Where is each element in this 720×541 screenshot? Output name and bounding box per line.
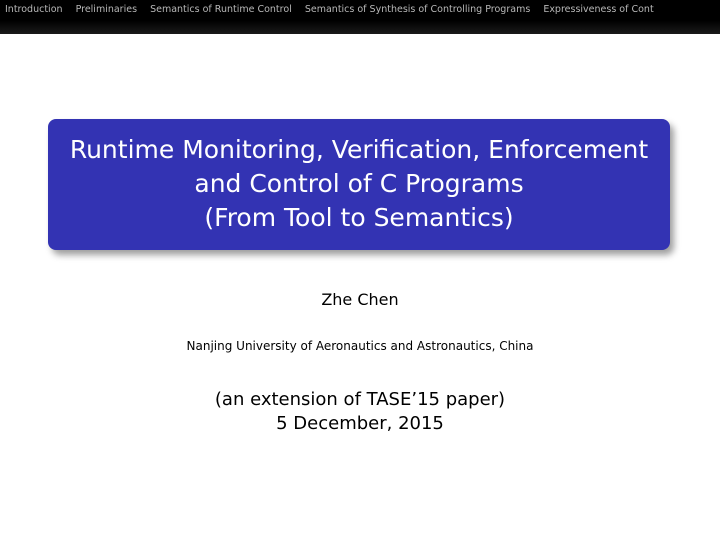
institute: Nanjing University of Aeronautics and Astronautics, China <box>186 339 534 353</box>
title-line-3: (From Tool to Semantics) <box>204 203 514 232</box>
nav-items <box>5 4 664 15</box>
note-block <box>0 388 720 436</box>
title-line-2: and Control of C Programs <box>194 169 524 198</box>
nav-item-preliminaries[interactable]: Preliminaries <box>75 4 138 15</box>
nav-item-semantics-runtime-control[interactable]: Semantics of Runtime Control <box>150 4 292 15</box>
date: 5 December, 2015 <box>276 413 444 434</box>
nav-item-semantics-synthesis[interactable]: Semantics of Synthesis of Controlling Programs <box>304 4 531 15</box>
nav-item-introduction[interactable]: Introduction <box>5 4 63 15</box>
title-box <box>48 119 670 250</box>
presentation-title <box>48 133 670 235</box>
title-line-1: Runtime Monitoring, Verification, Enforcement <box>69 135 649 164</box>
author-name: Zhe Chen <box>321 290 399 309</box>
section-navigation-bar <box>0 0 720 34</box>
paper-note: (an extension of TASE’15 paper) <box>214 389 506 410</box>
nav-item-expressiveness[interactable]: Expressiveness of Cont <box>543 4 654 15</box>
